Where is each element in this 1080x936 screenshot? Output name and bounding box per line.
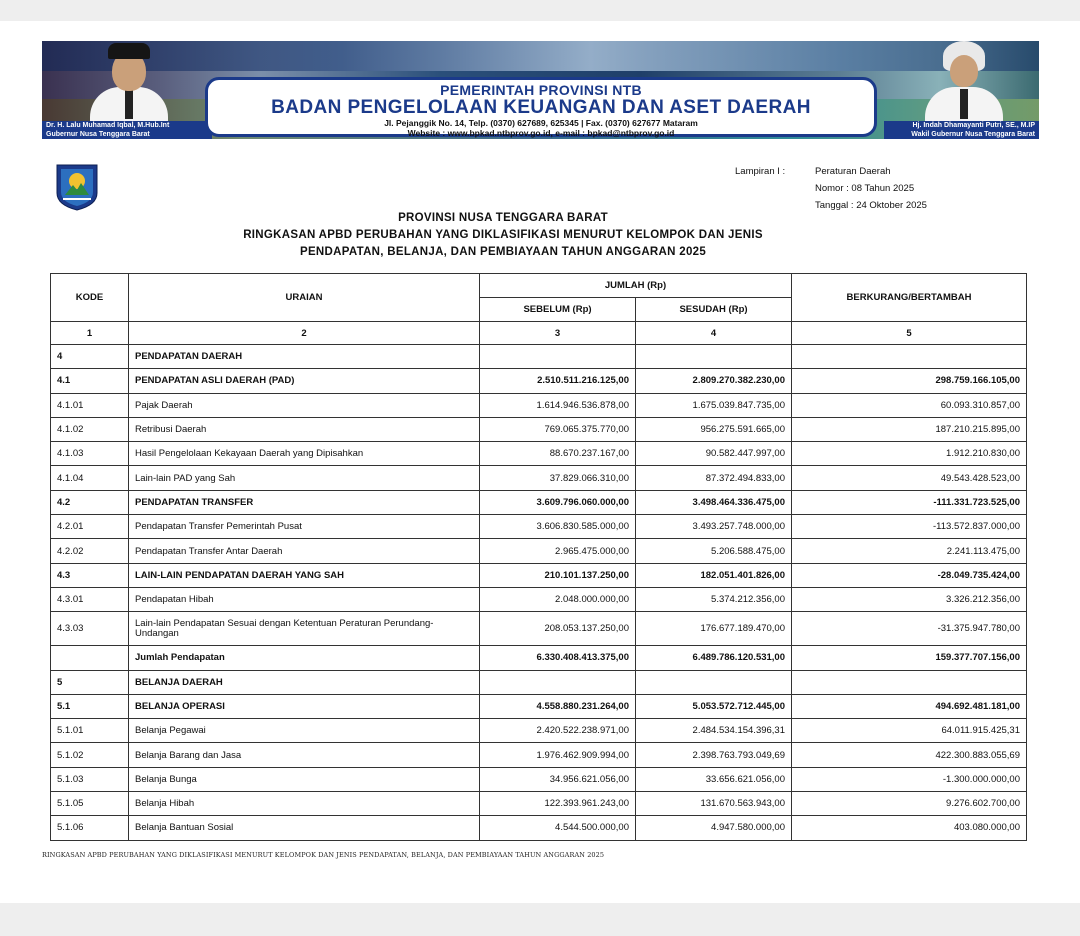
cell-sesudah: 5.206.588.475,00 bbox=[636, 539, 792, 563]
cell-selisih: -113.572.837.000,00 bbox=[792, 515, 1027, 539]
cell-uraian: Pendapatan Transfer Pemerintah Pusat bbox=[129, 515, 480, 539]
heading-line-3: PENDAPATAN, BELANJA, DAN PEMBIAYAAN TAHUN ANGGARAN 2025 bbox=[299, 246, 707, 258]
cell-uraian: Belanja Bunga bbox=[129, 767, 480, 791]
cell-uraian: Lain-lain PAD yang Sah bbox=[129, 466, 480, 490]
page-footer-note: RINGKASAN APBD PERUBAHAN YANG DIKLASIFIKASI MENURUT KELOMPOK DAN JENIS PENDAPATAN, BELANJA, DAN PEMBIAYAAN TAHUN ANGGARAN 2025 bbox=[42, 851, 605, 859]
cell-uraian: BELANJA DAERAH bbox=[129, 670, 480, 694]
cell-selisih bbox=[792, 670, 1027, 694]
cell-kode: 4.3.01 bbox=[51, 587, 129, 611]
cell-uraian: Pendapatan Hibah bbox=[129, 587, 480, 611]
cell-sebelum: 2.965.475.000,00 bbox=[480, 539, 636, 563]
col-number-1: 1 bbox=[51, 322, 129, 345]
cell-sebelum: 37.829.066.310,00 bbox=[480, 466, 636, 490]
attachment-date: Tanggal : 24 Oktober 2025 bbox=[815, 200, 927, 211]
cell-sesudah: 2.484.534.154.396,31 bbox=[636, 719, 792, 743]
cell-selisih: 187.210.215.895,00 bbox=[792, 417, 1027, 441]
cell-selisih: 2.241.113.475,00 bbox=[792, 539, 1027, 563]
cell-sesudah bbox=[636, 345, 792, 369]
table-body bbox=[51, 345, 1027, 841]
cell-sesudah: 3.498.464.336.475,00 bbox=[636, 490, 792, 514]
table-row bbox=[51, 345, 1027, 369]
cell-kode: 4.1 bbox=[51, 369, 129, 393]
cell-uraian: Belanja Hibah bbox=[129, 792, 480, 816]
cell-kode: 4.2.02 bbox=[51, 539, 129, 563]
cell-selisih: 9.276.602.700,00 bbox=[792, 792, 1027, 816]
table-row bbox=[51, 539, 1027, 563]
cell-sesudah: 956.275.591.665,00 bbox=[636, 417, 792, 441]
cell-sebelum: 34.956.621.056,00 bbox=[480, 767, 636, 791]
cell-sesudah: 182.051.401.826,00 bbox=[636, 563, 792, 587]
cell-uraian: Hasil Pengelolaan Kekayaan Daerah yang Dipisahkan bbox=[129, 442, 480, 466]
cell-kode: 4.2 bbox=[51, 490, 129, 514]
attachment-doc: Peraturan Daerah bbox=[815, 166, 891, 177]
governor-portrait bbox=[84, 41, 174, 127]
cell-uraian: PENDAPATAN ASLI DAERAH (PAD) bbox=[129, 369, 480, 393]
cell-sebelum bbox=[480, 345, 636, 369]
agency-title-box bbox=[205, 77, 877, 137]
cell-sebelum: 2.048.000.000,00 bbox=[480, 587, 636, 611]
cell-kode: 4.2.01 bbox=[51, 515, 129, 539]
vice-governor-role: Wakil Gubernur Nusa Tenggara Barat bbox=[911, 130, 1035, 138]
cell-selisih: 494.692.481.181,00 bbox=[792, 694, 1027, 718]
vice-governor-portrait bbox=[919, 41, 1009, 127]
cell-uraian: Belanja Barang dan Jasa bbox=[129, 743, 480, 767]
cell-kode: 5.1.02 bbox=[51, 743, 129, 767]
cell-selisih: 64.011.915.425,31 bbox=[792, 719, 1027, 743]
table-row bbox=[51, 670, 1027, 694]
attachment-info bbox=[735, 163, 927, 214]
cell-selisih: 298.759.166.105,00 bbox=[792, 369, 1027, 393]
cell-sesudah: 1.675.039.847.735,00 bbox=[636, 393, 792, 417]
cell-selisih: -28.049.735.424,00 bbox=[792, 563, 1027, 587]
table-row bbox=[51, 694, 1027, 718]
cell-sebelum: 769.065.375.770,00 bbox=[480, 417, 636, 441]
cell-kode bbox=[51, 646, 129, 670]
table-row bbox=[51, 393, 1027, 417]
cell-selisih: -111.331.723.525,00 bbox=[792, 490, 1027, 514]
cell-sesudah: 6.489.786.120.531,00 bbox=[636, 646, 792, 670]
cell-uraian: Pajak Daerah bbox=[129, 393, 480, 417]
cell-sesudah: 4.947.580.000,00 bbox=[636, 816, 792, 840]
cell-sebelum: 4.544.500.000,00 bbox=[480, 816, 636, 840]
cell-sebelum bbox=[480, 670, 636, 694]
cell-sebelum: 6.330.408.413.375,00 bbox=[480, 646, 636, 670]
table-row bbox=[51, 816, 1027, 840]
cell-selisih: 49.543.428.523,00 bbox=[792, 466, 1027, 490]
cell-sesudah: 131.670.563.943,00 bbox=[636, 792, 792, 816]
agency-website: Website : www.bpkad.ntbprov.go.id, e-mail : bpkad@ntbprov.go.id bbox=[407, 128, 675, 138]
col-selisih: BERKURANG/BERTAMBAH bbox=[792, 274, 1027, 322]
government-name: PEMERINTAH PROVINSI NTB bbox=[440, 82, 642, 98]
cell-uraian: Retribusi Daerah bbox=[129, 417, 480, 441]
heading-line-2: RINGKASAN APBD PERUBAHAN YANG DIKLASIFIKASI MENURUT KELOMPOK DAN JENIS bbox=[243, 229, 763, 241]
cell-selisih: 1.912.210.830,00 bbox=[792, 442, 1027, 466]
cell-selisih: 403.080.000,00 bbox=[792, 816, 1027, 840]
cell-kode: 5.1.01 bbox=[51, 719, 129, 743]
cell-kode: 4 bbox=[51, 345, 129, 369]
governor-caption bbox=[42, 121, 212, 139]
cell-sebelum: 1.614.946.536.878,00 bbox=[480, 393, 636, 417]
cell-sebelum: 3.606.830.585.000,00 bbox=[480, 515, 636, 539]
cell-selisih: -31.375.947.780,00 bbox=[792, 612, 1027, 646]
cell-kode: 4.3.03 bbox=[51, 612, 129, 646]
col-sebelum: SEBELUM (Rp) bbox=[480, 298, 636, 322]
cell-sebelum: 208.053.137.250,00 bbox=[480, 612, 636, 646]
cell-sesudah bbox=[636, 670, 792, 694]
cell-kode: 4.1.03 bbox=[51, 442, 129, 466]
table-row bbox=[51, 442, 1027, 466]
cell-sesudah: 176.677.189.470,00 bbox=[636, 612, 792, 646]
table-row bbox=[51, 563, 1027, 587]
cell-kode: 5 bbox=[51, 670, 129, 694]
cell-kode: 5.1.05 bbox=[51, 792, 129, 816]
cell-sebelum: 210.101.137.250,00 bbox=[480, 563, 636, 587]
cell-selisih: 3.326.212.356,00 bbox=[792, 587, 1027, 611]
cell-sesudah: 3.493.257.748.000,00 bbox=[636, 515, 792, 539]
table-row bbox=[51, 646, 1027, 670]
cell-uraian: Belanja Pegawai bbox=[129, 719, 480, 743]
cell-selisih: -1.300.000.000,00 bbox=[792, 767, 1027, 791]
cell-sesudah: 90.582.447.997,00 bbox=[636, 442, 792, 466]
table-row bbox=[51, 587, 1027, 611]
attachment-number: Nomor : 08 Tahun 2025 bbox=[815, 183, 915, 194]
col-kode: KODE bbox=[51, 274, 129, 322]
vice-governor-caption bbox=[884, 121, 1039, 139]
table-row bbox=[51, 490, 1027, 514]
governor-name: Dr. H. Lalu Muhamad Iqbal, M.Hub.Int bbox=[46, 122, 170, 129]
col-number-4: 4 bbox=[636, 322, 792, 345]
col-uraian: URAIAN bbox=[129, 274, 480, 322]
cell-kode: 5.1 bbox=[51, 694, 129, 718]
vice-governor-name: Hj. Indah Dhamayanti Putri, SE., M.IP bbox=[912, 122, 1035, 129]
cell-sebelum: 88.670.237.167,00 bbox=[480, 442, 636, 466]
cell-selisih: 159.377.707.156,00 bbox=[792, 646, 1027, 670]
cell-uraian: Jumlah Pendapatan bbox=[129, 646, 480, 670]
col-number-5: 5 bbox=[792, 322, 1027, 345]
cell-uraian: BELANJA OPERASI bbox=[129, 694, 480, 718]
cell-sebelum: 2.420.522.238.971,00 bbox=[480, 719, 636, 743]
cell-sebelum: 2.510.511.216.125,00 bbox=[480, 369, 636, 393]
table-row bbox=[51, 719, 1027, 743]
table-row bbox=[51, 515, 1027, 539]
cell-kode: 5.1.06 bbox=[51, 816, 129, 840]
cell-sebelum: 1.976.462.909.994,00 bbox=[480, 743, 636, 767]
document-heading bbox=[0, 210, 1006, 261]
col-number-2: 2 bbox=[129, 322, 480, 345]
cell-selisih: 422.300.883.055,69 bbox=[792, 743, 1027, 767]
ntb-emblem-icon bbox=[53, 163, 101, 211]
heading-province: PROVINSI NUSA TENGGARA BARAT bbox=[398, 212, 608, 224]
cell-uraian: Belanja Bantuan Sosial bbox=[129, 816, 480, 840]
cell-selisih bbox=[792, 345, 1027, 369]
cell-kode: 5.1.03 bbox=[51, 767, 129, 791]
table-row bbox=[51, 466, 1027, 490]
table-row bbox=[51, 792, 1027, 816]
col-number-3: 3 bbox=[480, 322, 636, 345]
banner-sky bbox=[42, 41, 1039, 71]
cell-sesudah: 33.656.621.056,00 bbox=[636, 767, 792, 791]
cell-selisih: 60.093.310.857,00 bbox=[792, 393, 1027, 417]
cell-uraian: PENDAPATAN DAERAH bbox=[129, 345, 480, 369]
table-row bbox=[51, 743, 1027, 767]
cell-sebelum: 122.393.961.243,00 bbox=[480, 792, 636, 816]
table-row bbox=[51, 417, 1027, 441]
cell-sebelum: 4.558.880.231.264,00 bbox=[480, 694, 636, 718]
cell-uraian: LAIN-LAIN PENDAPATAN DAERAH YANG SAH bbox=[129, 563, 480, 587]
budget-table bbox=[50, 273, 1027, 841]
cell-sesudah: 5.374.212.356,00 bbox=[636, 587, 792, 611]
header-row-1 bbox=[51, 274, 1027, 298]
cell-kode: 4.1.04 bbox=[51, 466, 129, 490]
header-banner bbox=[42, 41, 1039, 139]
table-row bbox=[51, 369, 1027, 393]
cell-sesudah: 87.372.494.833,00 bbox=[636, 466, 792, 490]
cell-kode: 4.1.02 bbox=[51, 417, 129, 441]
agency-address: Jl. Pejanggik No. 14, Telp. (0370) 627689, 625345 | Fax. (0370) 627677 Mataram bbox=[384, 118, 698, 128]
cell-sesudah: 2.809.270.382.230,00 bbox=[636, 369, 792, 393]
cell-kode: 4.3 bbox=[51, 563, 129, 587]
table-row bbox=[51, 767, 1027, 791]
cell-sesudah: 5.053.572.712.445,00 bbox=[636, 694, 792, 718]
cell-sesudah: 2.398.763.793.049,69 bbox=[636, 743, 792, 767]
attachment-label: Lampiran I : bbox=[735, 166, 786, 177]
agency-name: BADAN PENGELOLAAN KEUANGAN DAN ASET DAERAH bbox=[271, 97, 811, 118]
col-jumlah: JUMLAH (Rp) bbox=[480, 274, 792, 298]
column-number-row bbox=[51, 322, 1027, 345]
cell-uraian: Pendapatan Transfer Antar Daerah bbox=[129, 539, 480, 563]
col-sesudah: SESUDAH (Rp) bbox=[636, 298, 792, 322]
governor-role: Gubernur Nusa Tenggara Barat bbox=[46, 130, 150, 138]
cell-sebelum: 3.609.796.060.000,00 bbox=[480, 490, 636, 514]
cell-uraian: Lain-lain Pendapatan Sesuai dengan Ketentuan Peraturan Perundang-Undangan bbox=[129, 612, 480, 646]
cell-kode: 4.1.01 bbox=[51, 393, 129, 417]
table-row bbox=[51, 612, 1027, 646]
cell-uraian: PENDAPATAN TRANSFER bbox=[129, 490, 480, 514]
